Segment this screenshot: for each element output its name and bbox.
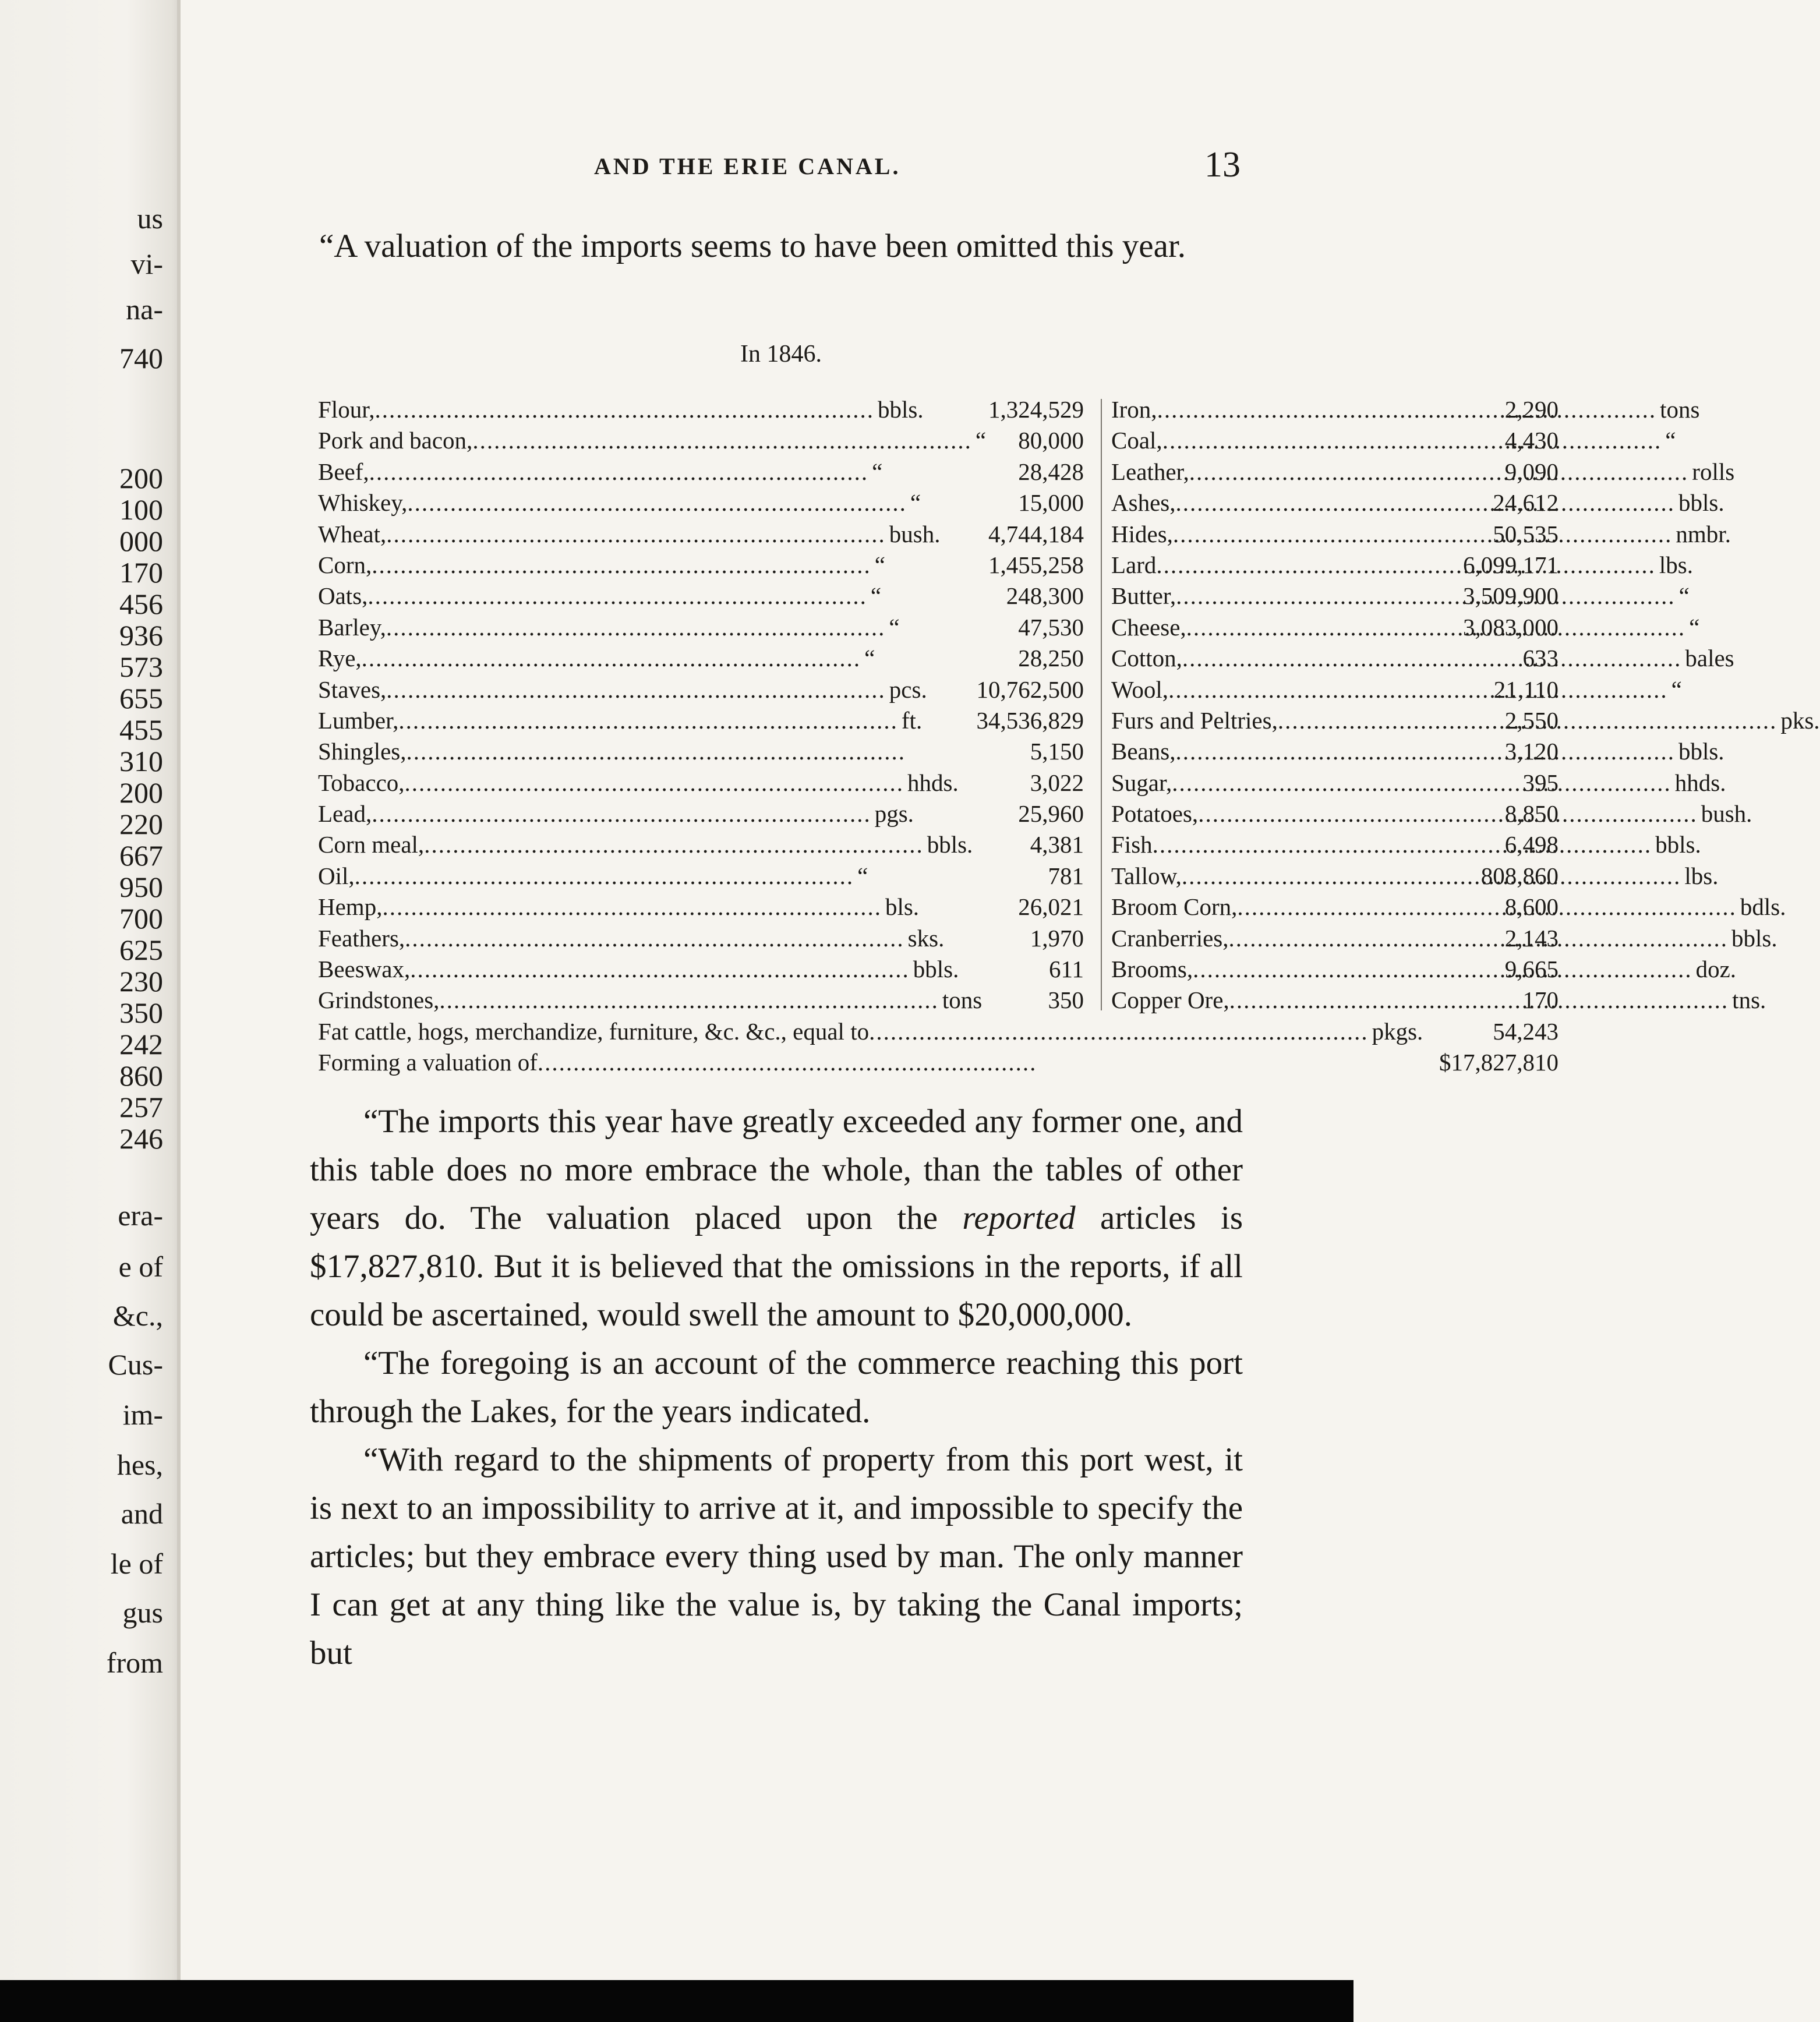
paragraph-shipments: “With regard to the shipments of property from this port west, it is next to an impossibility to arrive at it, and impossible to specify the articles; but they embrace every thing used by man. The only manner I can get at any thing like the value is, by taking the Canal imports; but xyxy=(310,1441,1243,1671)
previous-page-fragment: 242 xyxy=(119,1028,163,1061)
item-unit: tons xyxy=(1660,396,1700,423)
item-value: 2,143 xyxy=(1504,924,1559,952)
item-unit: bbls. xyxy=(877,396,924,423)
valuation-label: Forming a valuation of xyxy=(318,1049,538,1076)
leader-dots xyxy=(374,394,874,425)
item-name: Oats, xyxy=(318,582,368,610)
item-value: 25,960 xyxy=(1018,800,1084,828)
left-item xyxy=(318,768,959,798)
left-item xyxy=(318,394,924,425)
running-head: AND THE ERIE CANAL. xyxy=(594,153,901,179)
left-item xyxy=(318,892,920,922)
item-unit: pgs. xyxy=(874,800,914,828)
item-value: 10,762,500 xyxy=(976,676,1084,703)
table-row xyxy=(318,550,1694,581)
item-unit: “ xyxy=(1689,613,1700,641)
table-row xyxy=(318,643,1734,674)
paragraph-lakes: “The foregoing is an account of the commerce reaching this port through the Lakes, for the years indicated. xyxy=(310,1345,1243,1430)
item-value: 248,300 xyxy=(1006,582,1084,610)
leader-dots xyxy=(439,985,939,1016)
item-name: Lumber, xyxy=(318,706,399,734)
left-item xyxy=(318,705,923,736)
previous-page-fragment: 655 xyxy=(119,682,163,715)
imports-table xyxy=(318,394,1820,1079)
previous-page-fragment: 000 xyxy=(119,525,163,557)
previous-page-fragment: 936 xyxy=(119,619,163,652)
item-value: 3,120 xyxy=(1504,738,1559,765)
previous-page-fragment: 950 xyxy=(119,871,163,903)
leader-dots xyxy=(407,736,906,767)
leader-dots xyxy=(405,923,904,954)
leader-dots xyxy=(355,861,854,892)
item-name: Lead, xyxy=(318,800,372,828)
leader-dots xyxy=(372,550,871,581)
paragraph-imports: “The imports this year have greatly exceeded any former one, and this table does no more embrace the whole, than the tables of other years do. The valuation placed upon the reported articles is $17,827,810. But it is believed that the omissions in the reports, if all could be ascertained, would swell the amount to $20,000,000. xyxy=(310,1103,1243,1333)
item-value: 34,536,829 xyxy=(976,706,1084,734)
left-item xyxy=(318,985,983,1016)
item-name: Barley, xyxy=(318,613,386,641)
item-name: Hides, xyxy=(1111,520,1173,547)
item-unit: “ xyxy=(1671,676,1682,703)
item-value: 5,150 xyxy=(1030,738,1084,765)
body-text xyxy=(310,1097,1243,1677)
item-value: 3,022 xyxy=(1030,769,1084,796)
item-value: 1,324,529 xyxy=(988,396,1084,423)
item-name: Flour, xyxy=(318,396,375,423)
leader-dots xyxy=(424,829,924,860)
item-name: Coal, xyxy=(1111,427,1162,454)
item-unit: bush. xyxy=(1701,800,1752,828)
item-name: Wool, xyxy=(1111,676,1169,703)
item-value: 2,290 xyxy=(1504,396,1559,423)
table-row xyxy=(318,736,1724,767)
item-name: Cranberries, xyxy=(1111,924,1229,952)
table-row xyxy=(318,768,1726,798)
item-name: Copper Ore, xyxy=(1111,987,1229,1014)
item-unit: bales xyxy=(1685,645,1734,672)
table-row xyxy=(318,954,1737,985)
item-name: Staves, xyxy=(318,676,387,703)
table-row xyxy=(318,892,1786,922)
item-value: 6,099,171 xyxy=(1463,551,1559,578)
item-name: Hemp, xyxy=(318,893,383,921)
table-row xyxy=(318,457,1735,487)
emphasis-reported: reported xyxy=(962,1200,1076,1236)
item-value: 3,509,900 xyxy=(1463,582,1559,610)
leader-dots xyxy=(367,581,867,611)
item-value: 808,860 xyxy=(1480,862,1559,889)
previous-page-fragment: era- xyxy=(118,1199,163,1232)
item-name: Broom Corn, xyxy=(1111,893,1238,921)
left-item xyxy=(318,923,945,954)
item-value: 2,550 xyxy=(1504,706,1559,734)
table-row xyxy=(318,861,1719,892)
item-unit: “ xyxy=(1665,427,1676,454)
item-name: Cotton, xyxy=(1111,645,1182,672)
table-row xyxy=(318,425,1676,456)
left-item xyxy=(318,487,921,518)
item-unit: “ xyxy=(872,458,883,485)
left-item xyxy=(318,643,875,674)
previous-page-fragment: 573 xyxy=(119,651,163,683)
table-row xyxy=(318,487,1724,518)
previous-page-fragment: 860 xyxy=(119,1059,163,1092)
previous-page-fragment: 170 xyxy=(119,556,163,589)
previous-page-fragment: 100 xyxy=(119,493,163,526)
item-value: 24,612 xyxy=(1493,489,1559,517)
item-value: 26,021 xyxy=(1018,893,1084,921)
item-unit: “ xyxy=(889,613,900,641)
item-value: 21,110 xyxy=(1493,676,1559,703)
page-fold xyxy=(177,0,181,1980)
previous-page-fragment: &c., xyxy=(112,1299,163,1332)
summary-row-valuation xyxy=(318,1047,1559,1078)
table-row xyxy=(318,581,1690,611)
left-item xyxy=(318,798,914,829)
item-unit: bdls. xyxy=(1740,893,1786,921)
previous-page-fragment: 200 xyxy=(119,776,163,809)
summary-label: Fat cattle, hogs, merchandize, furniture, &c. &c., equal to xyxy=(318,1017,870,1045)
item-value: 4,381 xyxy=(1030,831,1084,858)
item-unit: doz. xyxy=(1695,956,1737,983)
leader-dots xyxy=(407,487,907,518)
left-item xyxy=(318,457,883,487)
leader-dots xyxy=(386,674,886,705)
leader-dots xyxy=(410,954,910,985)
item-name: Beeswax, xyxy=(318,956,411,983)
item-value: 9,090 xyxy=(1504,458,1559,485)
item-unit: bbls. xyxy=(1678,489,1724,517)
item-value: 28,428 xyxy=(1018,458,1084,485)
item-unit: lbs. xyxy=(1659,551,1694,578)
previous-page-fragment: Cus- xyxy=(108,1348,163,1381)
item-value: 50,535 xyxy=(1493,520,1559,547)
table-row xyxy=(318,798,1752,829)
previous-page-fragment: e of xyxy=(118,1250,163,1283)
leader-dots xyxy=(386,612,886,643)
previous-page-fragment: na- xyxy=(126,293,163,326)
previous-page-fragment: 257 xyxy=(119,1091,163,1123)
left-item xyxy=(318,425,987,456)
item-value: 170 xyxy=(1522,987,1559,1014)
previous-page-fragment: hes, xyxy=(116,1448,163,1481)
item-value: 4,744,184 xyxy=(988,520,1084,547)
leader-dots xyxy=(369,457,869,487)
item-name: Pork and bacon, xyxy=(318,427,473,454)
item-unit: bbls. xyxy=(1678,738,1724,765)
item-value: 6,498 xyxy=(1504,831,1559,858)
item-name: Sugar, xyxy=(1111,769,1172,796)
item-name: Rye, xyxy=(318,645,362,672)
item-unit: “ xyxy=(870,582,882,610)
left-item xyxy=(318,736,766,767)
summary-unit: pkgs. xyxy=(1372,1017,1423,1045)
item-name: Shingles, xyxy=(318,738,407,765)
table-row xyxy=(318,394,1700,425)
item-name: Beef, xyxy=(318,458,369,485)
item-unit: lbs. xyxy=(1684,862,1719,889)
item-name: Brooms, xyxy=(1111,956,1193,983)
item-value: 4,430 xyxy=(1504,427,1559,454)
item-unit: hhds. xyxy=(907,769,959,796)
item-value: 15,000 xyxy=(1018,489,1084,517)
leader-dots xyxy=(386,519,886,550)
item-name: Iron, xyxy=(1111,396,1157,423)
item-unit: pks. xyxy=(1780,706,1820,734)
previous-page-fragment: 625 xyxy=(119,934,163,966)
item-unit: sks. xyxy=(907,924,945,952)
previous-page-fragment: and xyxy=(121,1497,163,1530)
item-value: 47,530 xyxy=(1018,613,1084,641)
leader-dots xyxy=(362,643,861,674)
item-value: 8,600 xyxy=(1504,893,1559,921)
left-item xyxy=(318,674,927,705)
item-name: Potatoes, xyxy=(1111,800,1199,828)
item-unit: bbls. xyxy=(913,956,959,983)
item-name: Corn, xyxy=(318,551,372,578)
item-value: 611 xyxy=(1049,956,1084,983)
item-name: Leather, xyxy=(1111,458,1189,485)
item-name: Cheese, xyxy=(1111,613,1186,641)
scan-border xyxy=(0,1980,1353,2022)
item-unit: “ xyxy=(864,645,875,672)
previous-page-fragment: from xyxy=(106,1646,163,1679)
item-unit: bbls. xyxy=(1731,924,1777,952)
previous-page-fragment: gus xyxy=(122,1596,163,1629)
previous-page-fragment: le of xyxy=(110,1547,163,1580)
summary-value: 54,243 xyxy=(1493,1017,1559,1045)
table-row xyxy=(318,674,1682,705)
previous-page-fragment: 230 xyxy=(119,965,163,998)
item-name: Furs and Peltries, xyxy=(1111,706,1278,734)
table-row xyxy=(318,829,1701,860)
item-name: Butter, xyxy=(1111,582,1176,610)
item-unit: bls. xyxy=(885,893,920,921)
table-row xyxy=(318,985,1766,1016)
left-item xyxy=(318,581,882,611)
table-row xyxy=(318,705,1820,736)
item-value: 9,665 xyxy=(1504,956,1559,983)
item-value: 395 xyxy=(1522,769,1559,796)
item-value: 8,850 xyxy=(1504,800,1559,828)
item-unit: “ xyxy=(857,862,868,889)
item-unit: rolls xyxy=(1692,458,1735,485)
item-value: 1,455,258 xyxy=(988,551,1084,578)
previous-page-fragment: 200 xyxy=(119,462,163,494)
item-unit: “ xyxy=(910,489,921,517)
table-row xyxy=(318,923,1777,954)
item-name: Tobacco, xyxy=(318,769,405,796)
previous-page-fragment: 667 xyxy=(119,839,163,872)
item-name: Lard xyxy=(1111,551,1157,578)
leader-dots xyxy=(372,798,871,829)
item-name: Wheat, xyxy=(318,520,387,547)
previous-page-fragment: im- xyxy=(122,1398,163,1431)
table-row xyxy=(318,519,1731,550)
item-unit: bush. xyxy=(889,520,941,547)
item-name: Oil, xyxy=(318,862,355,889)
item-unit: “ xyxy=(874,551,885,578)
previous-page-margin xyxy=(0,0,181,1980)
previous-page-fragment: 740 xyxy=(119,342,163,374)
item-value: 28,250 xyxy=(1018,645,1084,672)
item-unit: pcs. xyxy=(889,676,927,703)
previous-page-fragment: 350 xyxy=(119,996,163,1029)
valuation-value: $17,827,810 xyxy=(1439,1049,1559,1076)
previous-page-fragment: 456 xyxy=(119,588,163,620)
previous-page-fragment: 220 xyxy=(119,808,163,840)
item-unit: “ xyxy=(975,427,987,454)
item-value: 80,000 xyxy=(1018,427,1084,454)
item-name: Corn meal, xyxy=(318,831,425,858)
item-name: Fish xyxy=(1111,831,1153,858)
item-unit: nmbr. xyxy=(1676,520,1731,547)
left-item xyxy=(318,550,885,581)
table-subheading: In 1846. xyxy=(740,341,822,367)
left-item xyxy=(318,954,959,985)
left-item xyxy=(318,519,941,550)
item-name: Ashes, xyxy=(1111,489,1176,517)
page-number: 13 xyxy=(1204,145,1241,185)
item-unit: hhds. xyxy=(1674,769,1726,796)
left-item xyxy=(318,829,973,860)
leader-dots xyxy=(382,892,882,922)
previous-page-fragment: us xyxy=(137,202,163,235)
summary-row-packages xyxy=(318,1016,1559,1047)
left-item xyxy=(318,612,900,643)
item-value: 350 xyxy=(1048,987,1084,1014)
leader-dots xyxy=(405,768,904,798)
item-value: 3,083,000 xyxy=(1463,613,1559,641)
item-value: 781 xyxy=(1048,862,1084,889)
item-unit: bbls. xyxy=(1655,831,1701,858)
item-value: 1,970 xyxy=(1030,924,1084,952)
item-unit: tns. xyxy=(1732,987,1766,1014)
item-name: Whiskey, xyxy=(318,489,408,517)
item-unit: bbls. xyxy=(927,831,973,858)
item-name: Beans, xyxy=(1111,738,1176,765)
item-unit: “ xyxy=(1678,582,1690,610)
previous-page-fragment: 246 xyxy=(119,1122,163,1155)
previous-page-fragment: vi- xyxy=(130,248,163,280)
item-name: Tallow, xyxy=(1111,862,1182,889)
previous-page-fragment: 455 xyxy=(119,713,163,746)
previous-page-fragment: 310 xyxy=(119,745,163,777)
item-unit: tons xyxy=(942,987,983,1014)
previous-page-fragment: 700 xyxy=(119,902,163,935)
leader-dots xyxy=(398,705,898,736)
item-unit: ft. xyxy=(901,706,923,734)
item-name: Grindstones, xyxy=(318,987,440,1014)
left-item xyxy=(318,861,868,892)
intro-paragraph: “A valuation of the imports seems to have been omitted this year. xyxy=(319,228,1186,264)
table-row xyxy=(318,612,1700,643)
leader-dots xyxy=(538,1047,1075,1078)
item-name: Feathers, xyxy=(318,924,405,952)
item-value: 633 xyxy=(1522,645,1559,672)
